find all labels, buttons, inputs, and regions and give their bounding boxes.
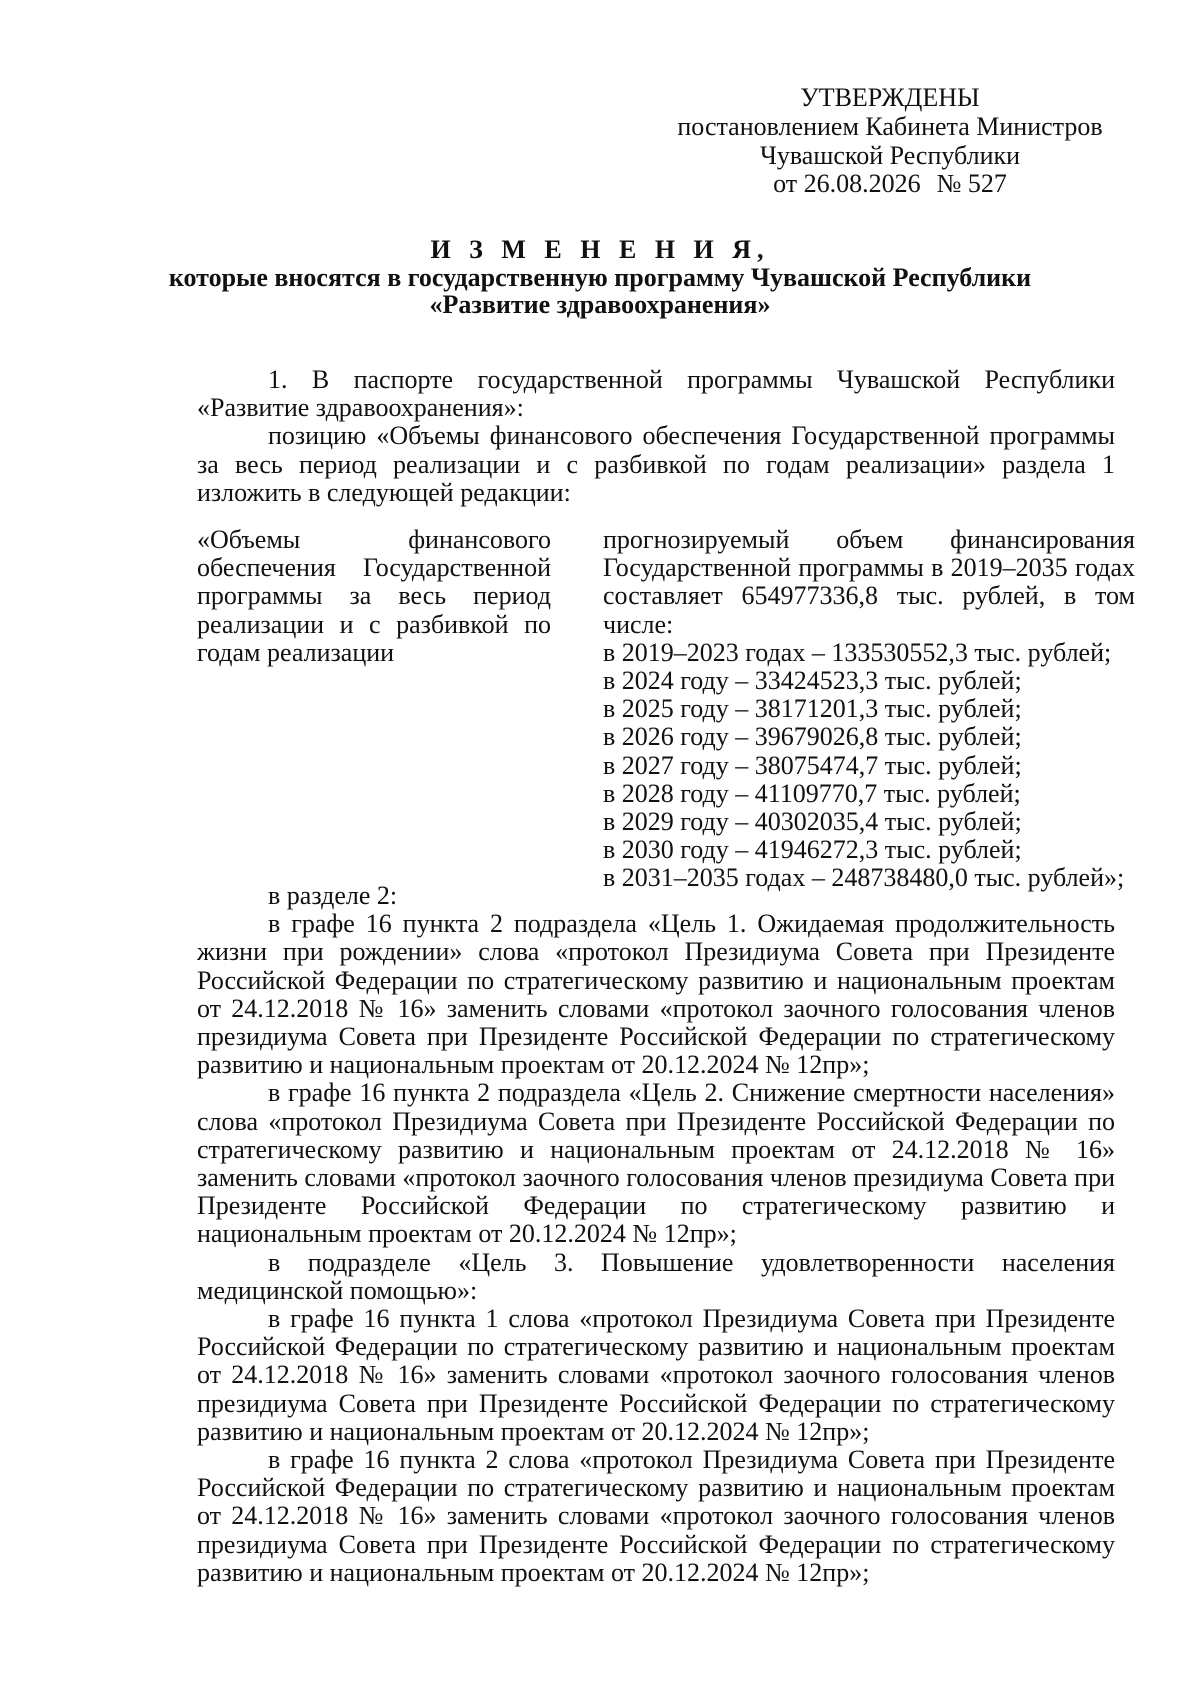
paragraph: 1. В паспорте государственной программы Чувашской Республики «Развитие здравоохранения»: (197, 365, 1115, 423)
financing-row: в 2026 году – 39679026,8 тыс. рублей; (603, 722, 1022, 752)
financing-row: в 2024 году – 33424523,3 тыс. рублей; (603, 666, 1022, 696)
financing-row: в 2025 году – 38171201,3 тыс. рублей; (603, 694, 1022, 724)
approval-issuer: постановлением Кабинета Министров (677, 111, 1103, 141)
financing-row: в 2030 году – 41946272,3 тыс. рублей; (603, 835, 1022, 865)
document-subtitle: которые вносятся в государственную программу Чувашской Республики (168, 262, 1032, 292)
approval-stamp (640, 84, 1140, 199)
document-heading (160, 236, 1040, 319)
financing-total: прогнозируемый объем финансирования Государственной программы в 2019–2035 годах составляет 654977336,8 тыс. рублей, в том числе: (603, 525, 1135, 639)
paragraph: позицию «Объемы финансового обеспечения Государственной программы за весь период реализации и с разбивкой по годам реализации» раздела 1 изложить в следующей редакции: (197, 421, 1115, 507)
approval-date: от 26.08.2026 (773, 169, 921, 199)
paragraph: в графе 16 пункта 1 слова «протокол Президиума Совета при Президенте Российской Федерации по стратегическому развитию и национальным проектам от 24.12.2018 № 16» заменить словами «протокол заочного голосования членов президиума Совета при Президенте Российской Федерации по стратегическому развитию и национальным проектам от 20.12.2024 № 12пр»; (197, 1304, 1115, 1446)
approval-republic: Чувашской Республики (759, 140, 1021, 170)
approval-title: УТВЕРЖДЕНЫ (800, 83, 980, 112)
approval-number: № 527 (936, 169, 1007, 199)
document-title: И З М Е Н Е Н И Я, (430, 235, 770, 264)
financing-row: в 2031–2035 годах – 248738480,0 тыс. рублей»; (603, 863, 1125, 893)
financing-row: в 2029 году – 40302035,4 тыс. рублей; (603, 807, 1022, 837)
paragraph: в графе 16 пункта 2 подраздела «Цель 1. Ожидаемая продолжительность жизни при рождении» слова «протокол Президиума Совета при Президенте Российской Федерации по стратегическому развитию и национальным проектам от 24.12.2018 № 16» заменить словами «протокол заочного голосования членов президиума Совета при Президенте Российской Федерации по стратегическому развитию и национальным проектам от 20.12.2024 № 12пр»; (197, 909, 1115, 1080)
financing-row: в 2027 году – 38075474,7 тыс. рублей; (603, 750, 1022, 780)
financing-label: «Объемы финансового обеспечения Государственной программы за весь период реализации и с разбивкой по годам реализации (197, 525, 551, 667)
financing-row: в 2028 году – 41109770,7 тыс. рублей; (603, 778, 1021, 808)
paragraph: в графе 16 пункта 2 подраздела «Цель 2. Снижение смертности населения» слова «протокол Президиума Совета при Президенте Российской Федерации по стратегическому развитию и национальным проектам от 24.12.2018 № 16» заменить словами «протокол заочного голосования членов президиума Совета при Президенте Российской Федерации по стратегическому развитию и национальным проектам от 20.12.2024 № 12пр»; (197, 1078, 1115, 1249)
paragraph: в подразделе «Цель 3. Повышение удовлетворенности населения медицинской помощью»: (197, 1247, 1115, 1305)
financing-values (603, 526, 1157, 893)
intro-section (197, 366, 1115, 507)
approval-date-line (640, 170, 1140, 199)
program-name: «Развитие здравоохранения» (429, 290, 771, 319)
financing-row: в 2019–2023 годах – 133530552,3 тыс. рублей; (603, 637, 1112, 667)
section-2-changes (197, 882, 1115, 1587)
paragraph: в разделе 2: (268, 881, 398, 910)
paragraph: в графе 16 пункта 2 слова «протокол Президиума Совета при Президенте Российской Федерации по стратегическому развитию и национальным проектам от 24.12.2018 № 16» заменить словами «протокол заочного голосования членов президиума Совета при Президенте Российской Федерации по стратегическому развитию и национальным проектам от 20.12.2024 № 12пр»; (197, 1445, 1115, 1587)
